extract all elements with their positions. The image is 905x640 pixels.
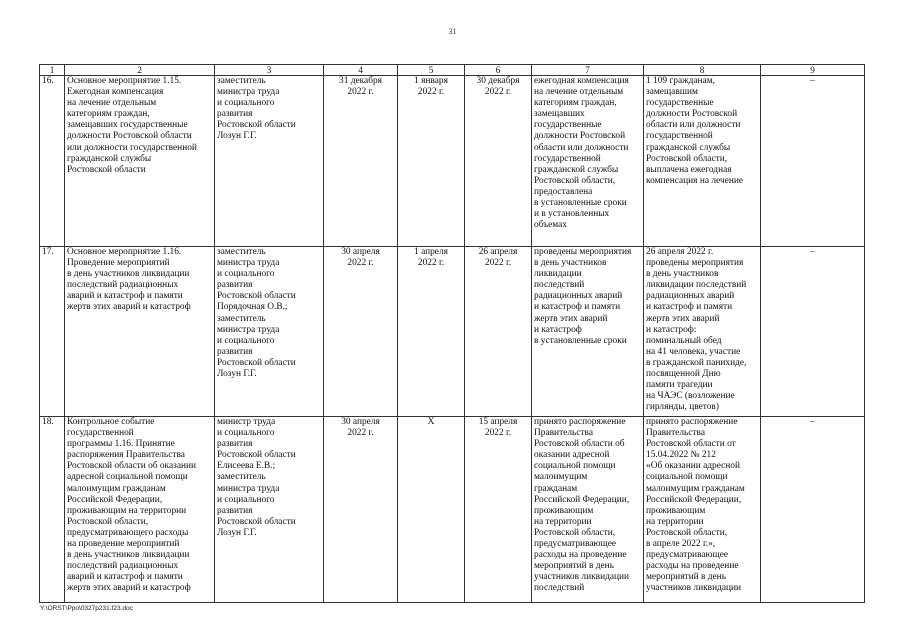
actual-result-cell — [644, 247, 761, 417]
event-cell — [65, 247, 215, 417]
row-number-cell — [40, 417, 65, 603]
event-text: Контрольное событие государственной программы 1.16. Принятие распоряжения Правительства Ростовской области об оказании адресной социальной помощи малоимущим гражданам Российской Федерации, проживающим на территории Ростовской области, предусматривающего расходы на проведение мероприятий в день участников ликвидации последствий радиационных аварий и катастроф и памяти жертв этих аварий и катастроф — [67, 417, 197, 594]
actual-result-cell — [644, 76, 761, 247]
planned-date-cell — [324, 76, 398, 247]
start-date: X — [427, 417, 435, 427]
start-date: 1 января 2022 г. — [414, 76, 448, 98]
column-header-2: 2 — [65, 65, 215, 76]
responsible-text: заместитель министра труда и социального развития Ростовской области Порядочная О.В.; заместитель министра труда и социального развития Ростовской области Лозун Г.Г. — [217, 247, 296, 380]
end-date: 26 апреля 2022 г. — [478, 247, 518, 269]
planned-result-text: проведены мероприятия в день участников ликвидации последствий радиационных аварий и катастроф и памяти жертв этих аварий и катастроф в установленные сроки — [534, 247, 632, 346]
start-date-cell — [398, 76, 465, 247]
column-header-6: 6 — [465, 65, 532, 76]
column-header-3: 3 — [215, 65, 324, 76]
table-row — [40, 247, 865, 417]
start-date: 1 апреля 2022 г. — [414, 247, 448, 269]
report-table — [39, 64, 865, 603]
actual-result-text: принято распоряжение Правительства Ростовской области от 15.04.2022 № 212 «Об оказании адресной социальной помощи малоимущим гражданам Российской Федерации, проживающим на территории Ростовской области, в апреле 2022 г.», предусматривающее расходы на проведение мероприятий в день участников ликвидации — [646, 417, 745, 594]
planned-date: 31 декабря 2022 г. — [339, 76, 382, 98]
planned-result-cell — [532, 76, 644, 247]
note-text: – — [810, 247, 815, 257]
event-cell — [65, 417, 215, 603]
column-header-9: 9 — [761, 65, 865, 76]
actual-result-text: 1 109 гражданам, замещавшим государственные должности Ростовской области или должности государственной гражданской службы Ростовской области, выплачена ежегодная компенсация на лечение — [646, 76, 744, 186]
row-number-cell — [40, 247, 65, 417]
planned-result-text: ежегодная компенсация на лечение отдельным категориям граждан, замещавших государственные должности Ростовской области или должности государственной гражданской службы Ростовской области, предоставлена в установленные сроки и в установленных объемах — [534, 76, 629, 231]
table-row — [40, 417, 865, 603]
note-cell — [761, 417, 865, 603]
event-text: Основное мероприятие 1.16. Проведение мероприятий в день участников ликвидации последствий радиационных аварий и катастроф и памяти жертв этих аварий и катастроф — [67, 247, 191, 313]
actual-result-text: 26 апреля 2022 г. проведены мероприятия в день участников ликвидации последствий радиационных аварий и катастроф и памяти жертв этих аварий и катастроф: поминальный обед на 41 человека, участие в гражданской панихиде, посвященной Дню памяти трагедии на ЧАЭС (возложение гирлянды, цветов) — [646, 247, 747, 413]
table-row — [40, 76, 865, 247]
header-row — [40, 65, 865, 76]
planned-result-text: принято распоряжение Правительства Ростовской области об оказании адресной социальной помощи малоимущим гражданам Российской Федерации, проживающим на территории Ростовской области, предусматривающее расходы на проведение мероприятий в день участников ликвидации последствий — [534, 417, 630, 594]
note-cell — [761, 76, 865, 247]
row-number: 17. — [42, 247, 54, 257]
planned-date-cell — [324, 247, 398, 417]
column-header-5: 5 — [398, 65, 465, 76]
column-header-8: 8 — [644, 65, 761, 76]
row-number-cell — [40, 76, 65, 247]
end-date: 15 апреля 2022 г. — [478, 417, 518, 439]
planned-date-cell — [324, 417, 398, 603]
end-date-cell — [465, 247, 532, 417]
column-header-7: 7 — [532, 65, 644, 76]
responsible-cell — [215, 417, 324, 603]
planned-date: 30 апреля 2022 г. — [341, 247, 380, 269]
responsible-text: министр труда и социального развития Ростовской области Елисеева Е.В.; заместитель министра труда и социального развития Ростовской области Лозун Г.Г. — [217, 417, 296, 538]
start-date-cell — [398, 417, 465, 603]
row-number: 18. — [42, 417, 54, 427]
column-header-4: 4 — [324, 65, 398, 76]
actual-result-cell — [644, 417, 761, 603]
page-number: 31 — [448, 27, 457, 36]
end-date-cell — [465, 76, 532, 247]
event-text: Основное мероприятие 1.15. Ежегодная компенсация на лечение отдельным категориям граждан, замещавших государственные должности Ростовской области или должности государственной гражданской службы Ростовской области — [67, 76, 197, 175]
note-text: – — [810, 76, 815, 86]
row-number: 16. — [42, 76, 54, 86]
footer-file-path: Y:\ORST\Ppo\0327p231.f23.doc — [40, 605, 133, 612]
start-date-cell — [398, 247, 465, 417]
end-date: 30 декабря 2022 г. — [476, 76, 520, 98]
planned-date: 30 апреля 2022 г. — [341, 417, 380, 439]
planned-result-cell — [532, 247, 644, 417]
end-date-cell — [465, 417, 532, 603]
planned-result-cell — [532, 417, 644, 603]
column-header-1: 1 — [40, 65, 65, 76]
note-text: – — [810, 417, 815, 427]
responsible-cell — [215, 247, 324, 417]
responsible-cell — [215, 76, 324, 247]
note-cell — [761, 247, 865, 417]
event-cell — [65, 76, 215, 247]
responsible-text: заместитель министра труда и социального развития Ростовской области Лозун Г.Г. — [217, 76, 296, 142]
